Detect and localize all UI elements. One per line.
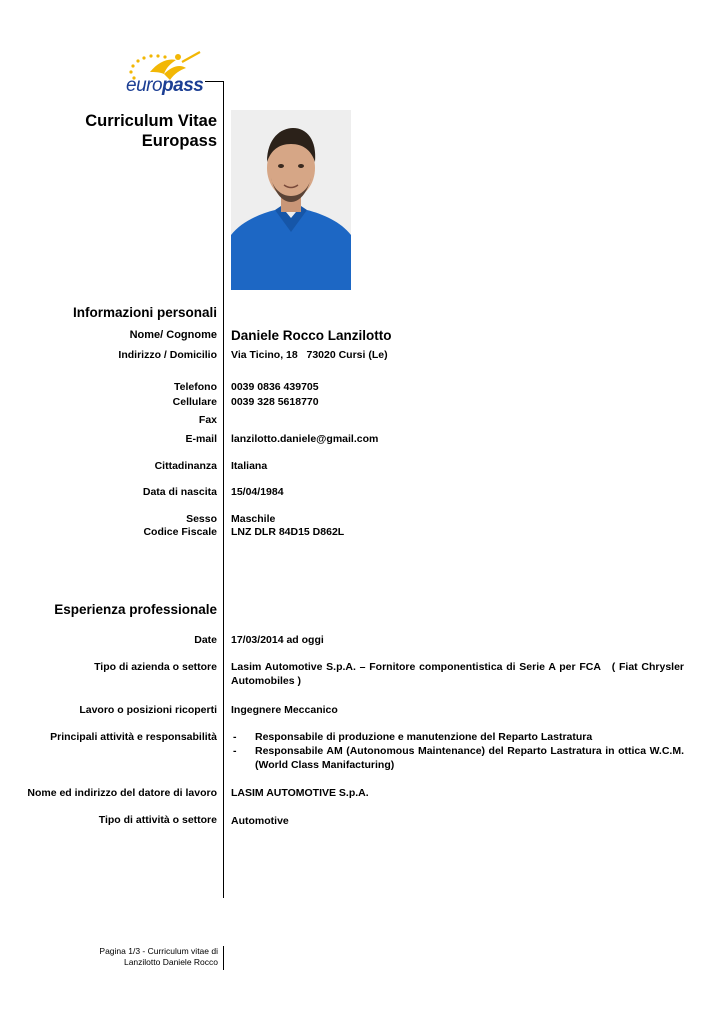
activities-label: Principali attività e responsabilità xyxy=(50,731,217,743)
column-divider xyxy=(223,81,224,898)
footer-line-2: Lanzilotto Daniele Rocco xyxy=(123,957,218,967)
citizenship-value: Italiana xyxy=(231,460,268,472)
page-title xyxy=(85,111,217,151)
birth-label: Data di nascita xyxy=(142,486,217,498)
name-value: Daniele Rocco Lanzilotto xyxy=(231,328,392,343)
activity-text: Responsabile di produzione e manutenzione del Reparto Lastratura xyxy=(255,731,593,743)
tax-code-label: Codice Fiscale xyxy=(143,526,217,538)
fax-label: Fax xyxy=(198,414,217,426)
page-footer xyxy=(99,946,218,968)
activities-list xyxy=(231,730,684,772)
section-title-experience: Esperienza professionale xyxy=(54,602,217,617)
citizenship-label: Cittadinanza xyxy=(154,460,217,472)
sector-label: Tipo di attività o settore xyxy=(98,814,217,826)
birth-value: 15/04/1984 xyxy=(231,486,284,498)
footer-line-1: Pagina 1/3 - Curriculum vitae di xyxy=(99,946,218,956)
company-type-label: Tipo di azienda o settore xyxy=(94,661,217,673)
title-line-2: Europass xyxy=(141,132,217,150)
sex-label: Sesso xyxy=(186,513,217,525)
role-value: Ingegnere Meccanico xyxy=(231,704,338,716)
logo-text-euro: euro xyxy=(126,75,163,96)
phone-label: Telefono xyxy=(174,381,217,393)
activity-text: Responsabile AM (Autonomous Maintenance) del Reparto Lastratura in ottica W.C.M. (World Class Manifacturing) xyxy=(255,745,684,771)
title-line-1: Curriculum Vitae xyxy=(85,112,217,130)
address-label: Indirizzo / Domicilio xyxy=(118,349,217,361)
date-value: 17/03/2014 ad oggi xyxy=(231,634,324,646)
employer-value: LASIM AUTOMOTIVE S.p.A. xyxy=(231,787,369,799)
tax-code-value: LNZ DLR 84D15 D862L xyxy=(231,526,345,538)
address-value: Via Ticino, 18 73020 Cursi (Le) xyxy=(231,349,388,361)
mobile-value: 0039 328 5618770 xyxy=(231,396,319,408)
mobile-label: Cellulare xyxy=(172,396,217,408)
profile-photo xyxy=(231,110,351,290)
company-type-value: Lasim Automotive S.p.A. – Fornitore componentistica di Serie A per FCA ( Fiat Chrysler Automobiles ) xyxy=(231,661,687,687)
logo-text-pass: pass xyxy=(162,75,204,96)
list-item: - Responsabile di produzione e manutenzione del Reparto Lastratura xyxy=(233,731,593,743)
footer-divider xyxy=(223,946,224,970)
email-value: lanzilotto.daniele@gmail.com xyxy=(231,433,379,445)
employer-label: Nome ed indirizzo del datore di lavoro xyxy=(27,787,217,799)
sex-value: Maschile xyxy=(231,513,276,525)
phone-value: 0039 0836 439705 xyxy=(231,381,319,393)
email-label: E-mail xyxy=(185,433,217,445)
name-label: Nome/ Cognome xyxy=(129,329,217,341)
person-photo-icon xyxy=(231,110,351,290)
europass-logo xyxy=(120,50,224,100)
section-title-personal: Informazioni personali xyxy=(72,305,217,320)
list-item: - Responsabile AM (Autonomous Maintenance) del Reparto Lastratura in ottica W.C.M. (World Class Manifacturing) xyxy=(233,745,684,771)
sector-value: Automotive xyxy=(231,815,289,827)
role-label: Lavoro o posizioni ricoperti xyxy=(79,704,217,716)
date-label: Date xyxy=(194,634,217,646)
logo-rule xyxy=(205,81,224,82)
